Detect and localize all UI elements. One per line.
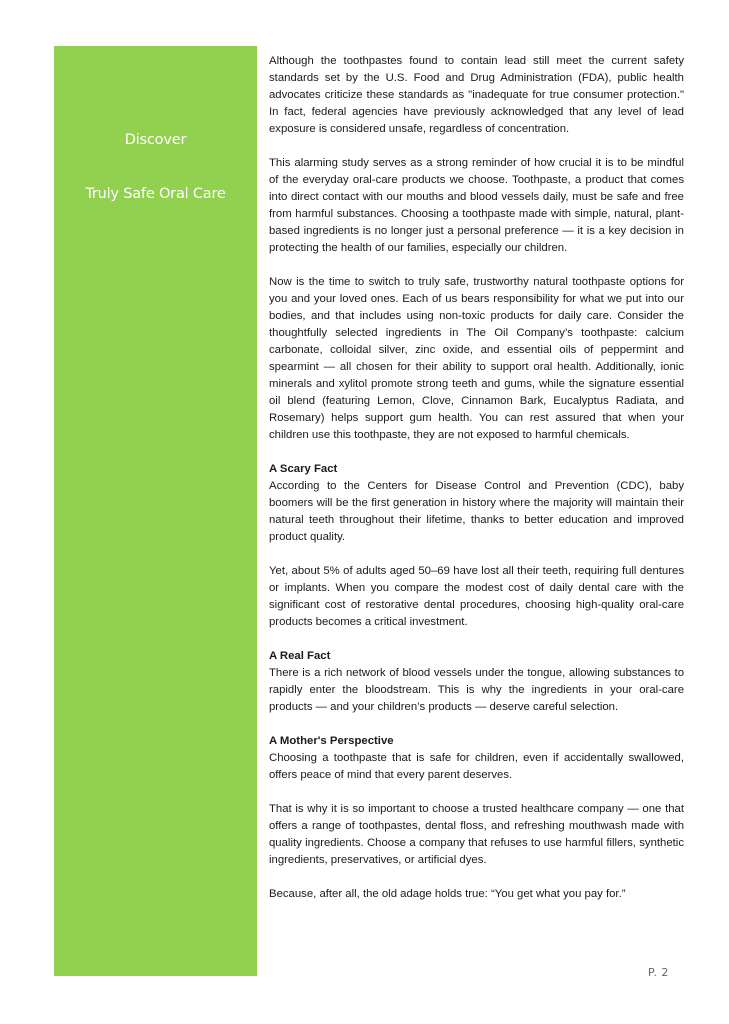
- section-paragraph: That is why it is so important to choose a trusted healthcare company — one that offers a range of toothpastes, dental floss, and refreshing mouthwash made with quality ingredients. Choose a company that refuses to use harmful fillers, synthetic ingredients, preservatives, or artificial dyes.: [269, 803, 684, 866]
- intro-paragraph-switch-now: Now is the time to switch to truly safe, trustworthy natural toothpaste options for you and your loved ones. Each of us bears responsibility for what we put into our bodies, and that includes using non-toxic products for daily care. Consider the thoughtfully selected ingredients in The Oil Company’s toothpaste: calcium carbonate, colloidal silver, zinc oxide, and essential oils of peppermint and spearmint — all chosen for their ability to support oral health. Additionally, ionic minerals and xylitol promote strong teeth and gums, while the signature essential oil blend (featuring Lemon, Clove, Cinnamon Bark, Eucalyptus Radiata, and Rosemary) helps support gum health. You can rest assured that when your children use this toothpaste, they are not exposed to harmful chemicals.: [269, 276, 684, 441]
- section-mothers-perspective: [269, 733, 684, 903]
- sidebar-title-discover: Discover: [124, 132, 187, 148]
- sidebar-panel: [54, 46, 257, 976]
- intro-paragraph-lead-standards: Although the toothpastes found to contain lead still meet the current safety standards set by the U.S. Food and Drug Administration (FDA), public health advocates criticize these standards as "inadequate for true consumer protection." In fact, federal agencies have previously acknowledged that any level of lead exposure is considered unsafe, regardless of concentration.: [269, 55, 684, 135]
- section-scary-fact: [269, 461, 684, 631]
- section-heading: A Scary Fact: [269, 463, 338, 475]
- section-paragraph: Choosing a toothpaste that is safe for children, even if accidentally swallowed, offers peace of mind that every parent deserves.: [269, 752, 684, 781]
- section-heading: A Real Fact: [269, 650, 331, 662]
- section-heading: A Mother's Perspective: [269, 735, 394, 747]
- section-paragraph: Yet, about 5% of adults aged 50–69 have lost all their teeth, requiring full dentures or implants. When you compare the modest cost of daily dental care with the significant cost of restorative dental procedures, choosing high-quality oral-care products becomes a critical investment.: [269, 565, 684, 628]
- sidebar-title-truly-safe-oral-care: Truly Safe Oral Care: [85, 186, 226, 202]
- closing-quote-paragraph: Because, after all, the old adage holds true: “You get what you pay for.”: [269, 888, 626, 900]
- section-real-fact: [269, 648, 684, 716]
- article-body: [269, 53, 684, 920]
- section-paragraph: There is a rich network of blood vessels under the tongue, allowing substances to rapidly enter the bloodstream. This is why the ingredients in your oral-care products — and your children’s products — deserve careful selection.: [269, 667, 684, 713]
- page-number: P. 2: [648, 966, 669, 979]
- intro-paragraph-alarming-study: This alarming study serves as a strong reminder of how crucial it is to be mindful of the everyday oral-care products we choose. Toothpaste, a product that comes into direct contact with our mouths and blood vessels daily, must be safe and free from harmful substances. Choosing a toothpaste made with simple, natural, plant-based ingredients is no longer just a personal preference — it is a key decision in protecting the health of our families, especially our children.: [269, 157, 684, 254]
- section-paragraph: According to the Centers for Disease Control and Prevention (CDC), baby boomers will be the first generation in history where the majority will maintain their natural teeth throughout their lifetime, thanks to better education and improved product quality.: [269, 480, 684, 543]
